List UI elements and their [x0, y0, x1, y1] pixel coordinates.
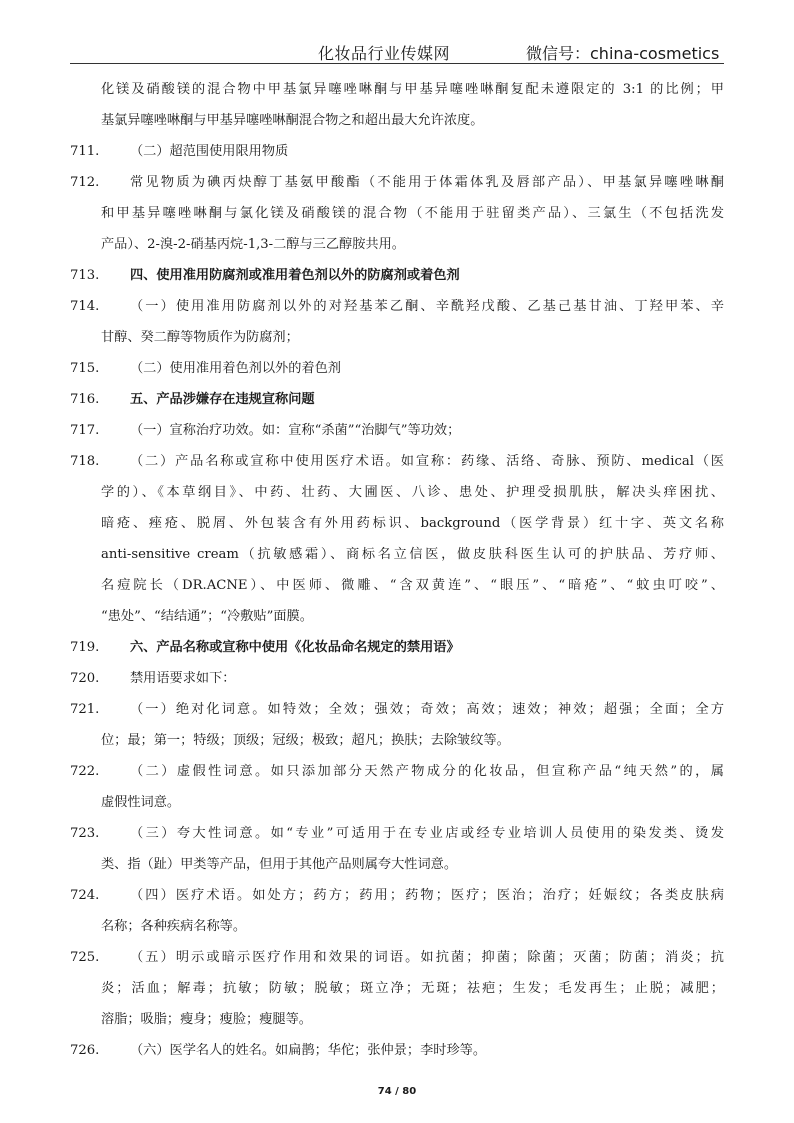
item-number: 713. [70, 268, 100, 283]
item-text: （六）医学名人的姓名。如扁鹊；华佗；张仲景；李时珍等。 [130, 1043, 487, 1058]
paragraph-line [70, 74, 724, 105]
item-number: 715. [70, 361, 100, 376]
paragraph-line [70, 756, 724, 787]
paragraph-line [70, 570, 724, 601]
item-text: “患处”、“结结通”；“冷敷贴”面膜。 [101, 609, 313, 624]
section-heading-text: 五、产品涉嫌存在违规宣称问题 [130, 392, 315, 407]
paragraph-line [70, 291, 724, 322]
item-text: （二）超范围使用限用物质 [130, 144, 289, 159]
paragraph-line [70, 508, 724, 539]
paragraph-line [70, 136, 724, 167]
paragraph-line [70, 725, 724, 756]
page-header [0, 0, 794, 64]
item-number: 721. [70, 702, 100, 717]
site-name: 化妆品行业传媒网 [318, 44, 451, 63]
item-number: 714. [70, 299, 100, 314]
item-text: 炎；活血；解毒；抗敏；防敏；脱敏；斑立净；无斑；祛疤；生发；毛发再生；止脱；减肥； [101, 981, 724, 996]
item-number: 712. [70, 175, 100, 190]
paragraph-line [70, 787, 724, 818]
item-number: 722. [70, 764, 100, 779]
item-text: 暗疮、痤疮、脱屑、外包装含有外用药标识、background（医学背景）红十字、英文名称 [101, 516, 724, 531]
item-text: 禁用语要求如下： [130, 671, 236, 686]
item-number: 725. [70, 950, 100, 965]
item-number: 723. [70, 826, 100, 841]
item-number: 724. [70, 888, 100, 903]
document-body [70, 74, 724, 1066]
item-text: 类、指（趾）甲类等产品，但用于其他产品则属夸大性词意。 [101, 857, 458, 872]
item-text: （五）明示或暗示医疗作用和效果的词语。如抗菌；抑菌；除菌；灭菌；防菌；消炎；抗 [130, 950, 724, 965]
item-text: （一）绝对化词意。如特效；全效；强效；奇效；高效；速效；神效；超强；全面；全方 [130, 702, 724, 717]
paragraph-line [70, 663, 724, 694]
wechat-id: 微信号：china-cosmetics [526, 44, 720, 63]
item-text: 名痘院长（DR.ACNE）、中医师、微雕、“含双黄连”、“眼压”、“暗疮”、“蚊虫叮咬”、 [101, 578, 724, 593]
paragraph-line [70, 973, 724, 1004]
paragraph-line [70, 818, 724, 849]
item-text: anti-sensitive cream（抗敏感霜）、商标名立信医，做皮肤科医生认可的护肤品、芳疗师、 [101, 547, 724, 562]
item-text: （三）夸大性词意。如“专业”可适用于在专业店或经专业培训人员使用的染发类、烫发 [130, 826, 724, 841]
paragraph-line [70, 322, 724, 353]
paragraph-line [70, 167, 724, 198]
item-number: 720. [70, 671, 100, 686]
item-text: 位；最；第一；特级；顶级；冠级；极致；超凡；换肤；去除皱纹等。 [101, 733, 510, 748]
paragraph-line [70, 1004, 724, 1035]
paragraph-line [70, 477, 724, 508]
paragraph-line [70, 601, 724, 632]
item-text: （二）产品名称或宣称中使用医疗术语。如宣称：药缘、活络、奇脉、预防、medical（医 [130, 454, 724, 469]
paragraph-line [70, 942, 724, 973]
item-text: （二）使用准用着色剂以外的着色剂 [130, 361, 341, 376]
item-text: 产品）、2-溴-2-硝基丙烷-1,3-二醇与三乙醇胺共用。 [101, 237, 405, 252]
paragraph-line [70, 384, 724, 415]
page-number: 74 / 80 [377, 1086, 417, 1097]
item-text: 溶脂；吸脂；瘦身；瘦脸；瘦腿等。 [101, 1012, 312, 1027]
paragraph-line [70, 539, 724, 570]
paragraph-line [70, 229, 724, 260]
paragraph-line [70, 353, 724, 384]
item-number: 718. [70, 454, 100, 469]
item-text: 名称；各种疾病名称等。 [101, 919, 247, 934]
section-heading-text: 六、产品名称或宣称中使用《化妆品命名规定的禁用语》 [130, 640, 460, 655]
paragraph-line [70, 911, 724, 942]
paragraph-line [70, 1035, 724, 1066]
paragraph-line [70, 105, 724, 136]
item-text: 虚假性词意。 [101, 795, 181, 810]
item-text: 常见物质为碘丙炔醇丁基氨甲酸酯（不能用于体霜体乳及唇部产品）、甲基氯异噻唑啉酮 [130, 175, 724, 190]
header-divider [70, 63, 724, 64]
item-number: 716. [70, 392, 100, 407]
paragraph-line [70, 849, 724, 880]
item-text: （二）虚假性词意。如只添加部分天然产物成分的化妆品，但宣称产品“纯天然”的，属 [130, 764, 724, 779]
paragraph-line [70, 880, 724, 911]
item-text: 甘醇、癸二醇等物质作为防腐剂； [101, 330, 299, 345]
item-text: 基氯异噻唑啉酮与甲基异噻唑啉酮混合物之和超出最大允许浓度。 [101, 113, 484, 128]
item-number: 726. [70, 1043, 100, 1058]
paragraph-line [70, 446, 724, 477]
paragraph-line [70, 260, 724, 291]
item-number: 719. [70, 640, 100, 655]
paragraph-line [70, 198, 724, 229]
paragraph-line [70, 632, 724, 663]
item-text: （一）宣称治疗功效。如：宣称“杀菌”“治脚气”等功效； [130, 423, 461, 438]
item-text: 和甲基异噻唑啉酮与氯化镁及硝酸镁的混合物（不能用于驻留类产品）、三氯生（不包括洗发 [101, 206, 724, 221]
section-heading-text: 四、使用准用防腐剂或准用着色剂以外的防腐剂或着色剂 [130, 268, 460, 283]
item-text: 学的）、《本草纲目》、中药、壮药、大圃医、八诊、患处、护理受损肌肤，解决头痒困扰、 [101, 485, 724, 500]
paragraph-line [70, 694, 724, 725]
item-text: （一）使用准用防腐剂以外的对羟基苯乙酮、辛酰羟戊酸、乙基己基甘油、丁羟甲苯、辛 [130, 299, 724, 314]
item-number: 711. [70, 144, 100, 159]
paragraph-line [70, 415, 724, 446]
item-text: （四）医疗术语。如处方；药方；药用；药物；医疗；医治；治疗；妊娠纹；各类皮肤病 [130, 888, 724, 903]
item-number: 717. [70, 423, 100, 438]
item-text: 化镁及硝酸镁的混合物中甲基氯异噻唑啉酮与甲基异噻唑啉酮复配未遵限定的 3:1 的比例；甲 [101, 82, 724, 97]
